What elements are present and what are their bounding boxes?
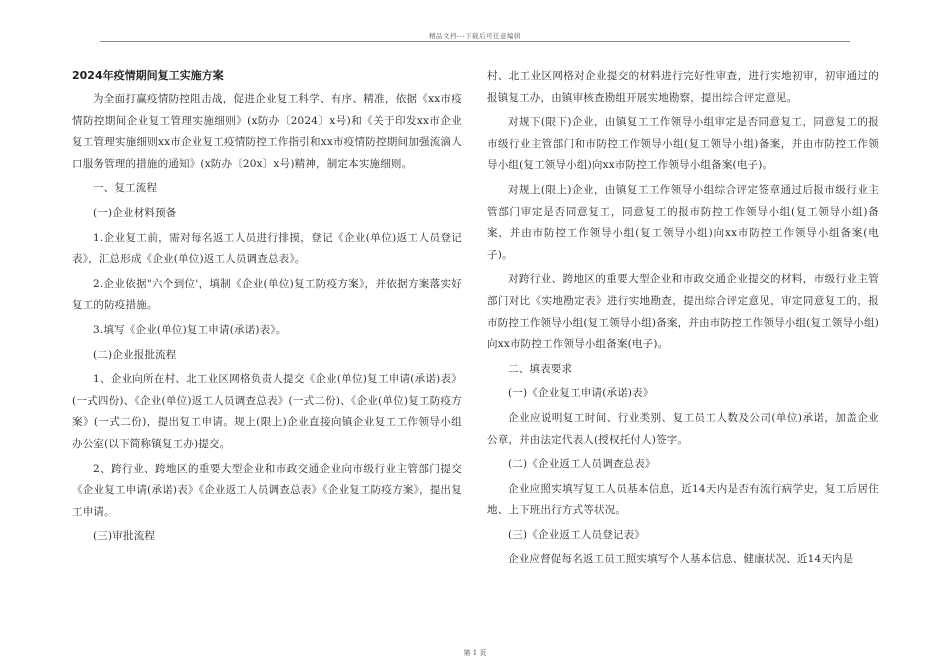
paragraph: 1、企业向所在村、北工业区网格负责人提交《企业(单位)复工申请(承诺)表》(一式四份)、《企业(单位)返工人员调查总表》(一式二份)、《企业(单位)复工防疫方案》(一式二份)，提出复工申请。规上(限上)企业直接向镇企业复工工作领导小组办公室(以下简称镇复工办)提交。 xyxy=(72,373,462,450)
paragraph: 企业应说明复工时间、行业类别、复工员工人数及公司(单位)承诺，加盖企业公章，并由法定代表人(授权托付人)签字。 xyxy=(487,411,879,446)
document-title: 2024年疫情期间复工实施方案 xyxy=(72,69,224,82)
section-heading: 二、填表要求 xyxy=(508,362,573,375)
subsection-heading: (一)企业材料预备 xyxy=(93,206,177,219)
page-header-text: 精品文档---下载后可任意编辑 xyxy=(428,32,522,40)
section-heading: 一、复工流程 xyxy=(93,182,158,195)
subsection-heading: (三)审批流程 xyxy=(93,530,156,543)
page-number: 第 1 页 xyxy=(463,649,487,657)
paragraph: 1.企业复工前，需对每名返工人员进行排摸，登记《企业(单位)返工人员登记表》，汇总形成《企业(单位)返工人员调查总表》。 xyxy=(72,231,462,266)
subsection-heading: (二)《企业返工人员调查总表》 xyxy=(508,458,656,471)
header-divider xyxy=(100,41,850,42)
subsection-heading: (三)《企业返工人员登记表》 xyxy=(508,528,645,541)
subsection-heading: (一)《企业复工申请(承诺)表》 xyxy=(508,387,654,400)
left-column xyxy=(72,66,462,548)
right-column xyxy=(487,66,879,571)
paragraph: 对规上(限上)企业，由镇复工工作领导小组综合评定签章通过后报市级行业主管部门审定是否同意复工，同意复工的报市防控工作领导小组(复工领导小组)备案，并由市防控工作领导小组(复工领导小组)向xx市防控工作领导小组备案(电子)。 xyxy=(487,183,879,261)
paragraph: 为全面打赢疫情防控阻击战，促进企业复工科学、有序、精准，依据《xx市疫情防控期间企业复工管理实施细则》(x防办〔2024〕x号)和《关于印发xx市企业复工管理实施细则xx市企业复工疫情防控工作指引和xx市疫情防控期间加强流滴人口服务管理的措施的通知》(x防办〔20x〕x号)精神，制定本实施细则。 xyxy=(72,93,462,170)
paragraph: 企业应督促每名返工员工照实填写个人基本信息、健康状况、近14天内是 xyxy=(508,553,854,566)
paragraph: 3.填写《企业(单位)复工申请(承诺)表》。 xyxy=(93,323,287,336)
paragraph-continuation: 村、北工业区网格对企业提交的材料进行完好性审查，进行实地初审，初审通过的报镇复工办，由镇审核查勘组开展实地勘察，提出综合评定意见。 xyxy=(487,70,879,104)
paragraph: 对跨行业、跨地区的重要大型企业和市政交通企业提交的材料，市级行业主管部门对比《实地勘定表》进行实地勘查，提出综合评定意见，审定同意复工的，报市防控工作领导小组(复工领导小组)备案，并由市防控工作领导小组(复工领导小组)向xx市防控工作领导小组备案(电子)。 xyxy=(487,273,879,351)
paragraph: 2、跨行业、跨地区的重要大型企业和市政交通企业向市级行业主管部门提交《企业复工申请(承诺)表》《企业返工人员调查总表》《企业复工防疫方案》，提出复工申请。 xyxy=(72,462,462,518)
subsection-heading: (二)企业报批流程 xyxy=(93,348,177,361)
paragraph: 企业应照实填写复工人员基本信息，近14天内是否有流行病学史，复工后居住地、上下班出行方式等状况。 xyxy=(487,482,879,517)
paragraph: 对规下(限下)企业，由镇复工工作领导小组审定是否同意复工，同意复工的报市级行业主管部门和市防控工作领导小组(复工领导小组)备案，并由市防控工作领导小组(复工领导小组)向xx市防控工作领导小组备案(电子)。 xyxy=(487,116,879,172)
paragraph: 2.企业依据"六个到位'，填制《企业(单位)复工防疫方案》，并依据方案落实好复工的防疫措施。 xyxy=(72,277,462,312)
